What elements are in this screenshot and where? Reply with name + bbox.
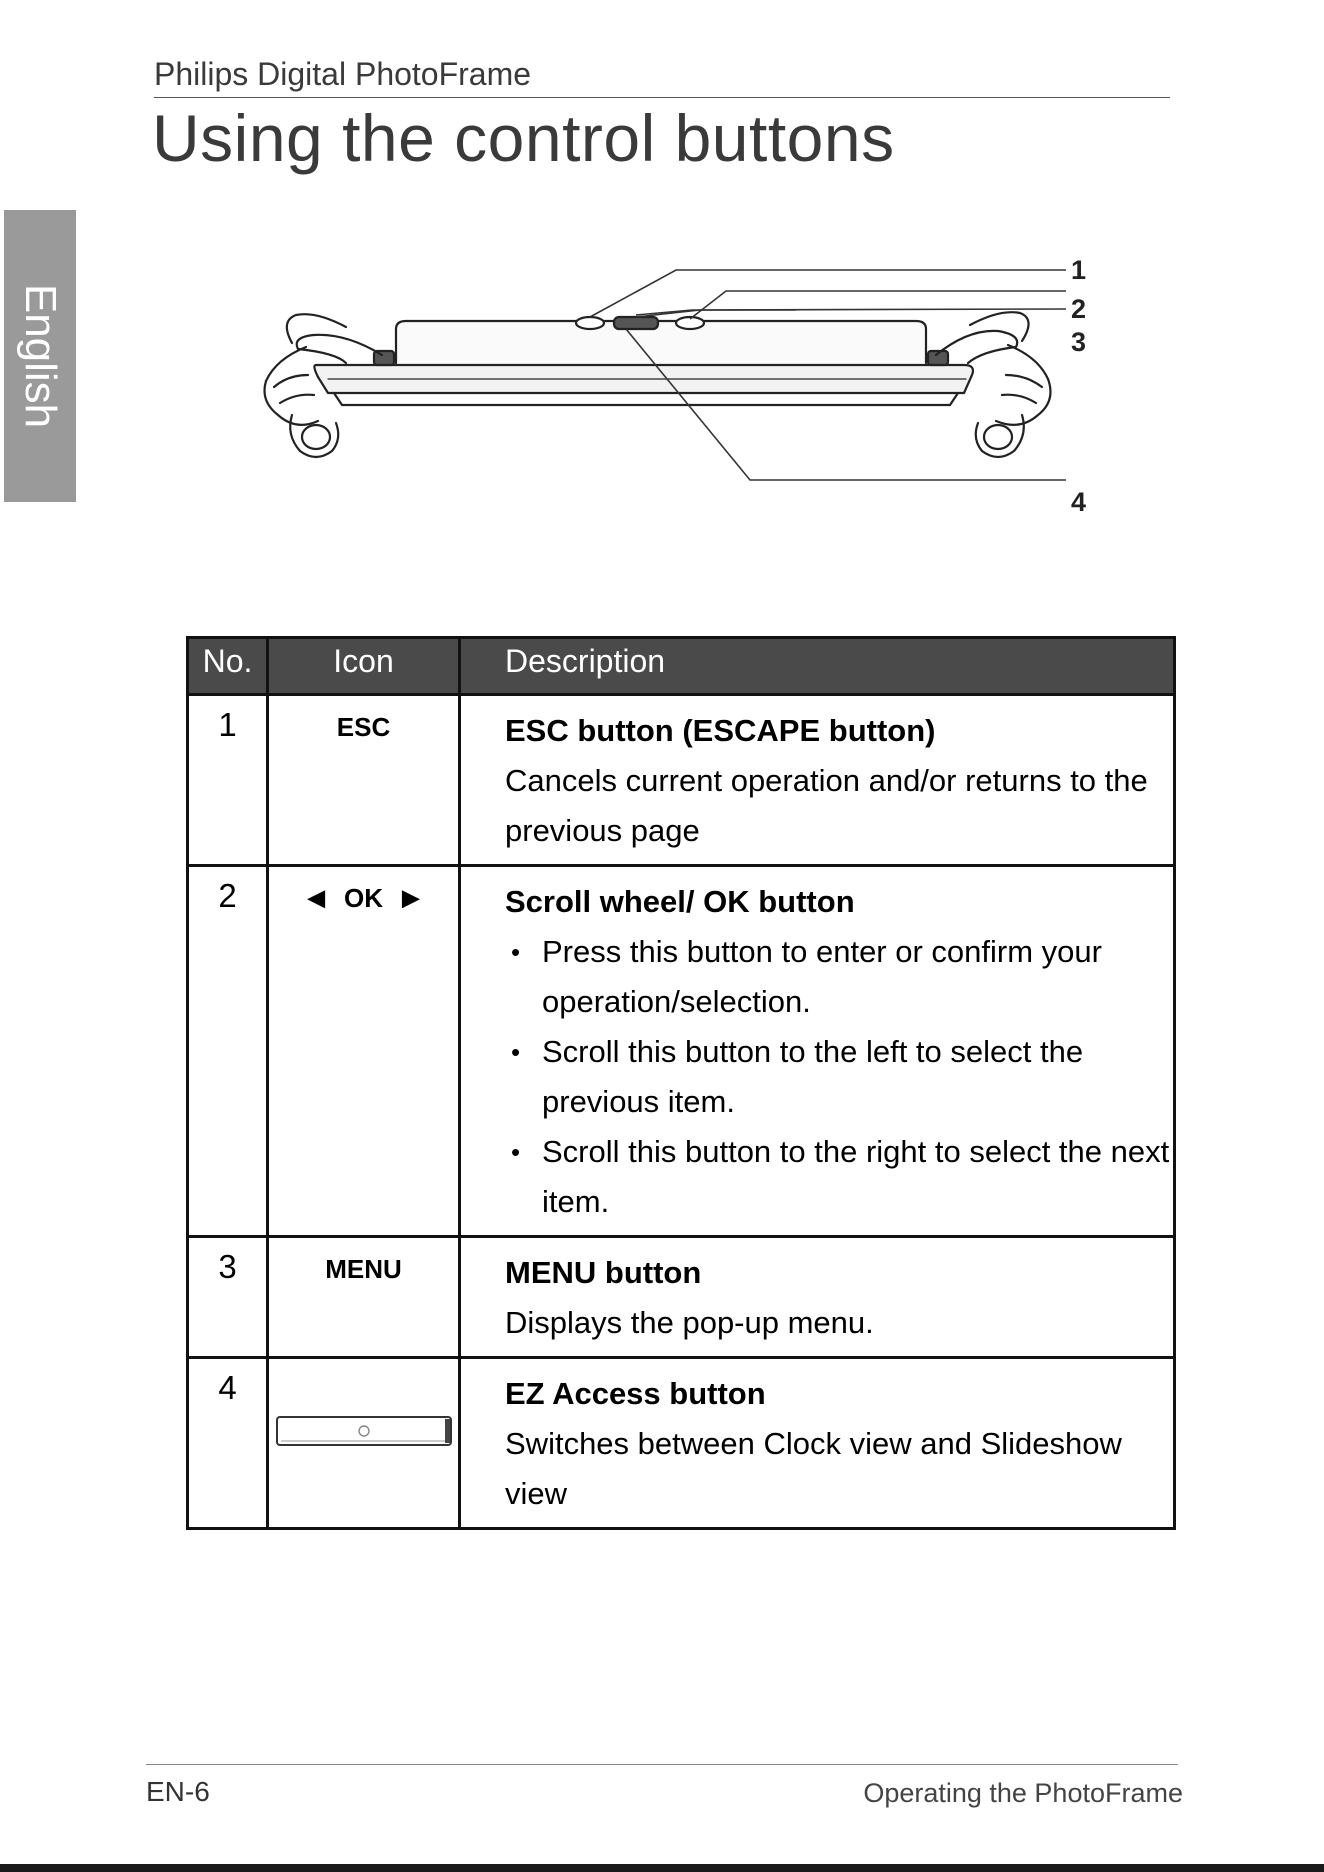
page-title: Using the control buttons [152, 101, 895, 175]
bullet-item: • Scroll this button to the left to select the previous item. [505, 1027, 1173, 1127]
row-number: 2 [188, 866, 268, 1237]
row-title: ESC button (ESCAPE button) [505, 713, 936, 748]
row-title: EZ Access button [505, 1376, 766, 1411]
photoframe-illustration [196, 225, 1096, 535]
right-arrow-icon: ▶ [402, 885, 420, 910]
callout-1: 1 [1071, 255, 1087, 285]
document-header-title: Philips Digital PhotoFrame [154, 56, 532, 92]
bullet-item: • Scroll this button to the right to select the next item. [505, 1127, 1173, 1227]
header-no: No. [188, 638, 268, 695]
left-arrow-icon: ◀ [307, 885, 325, 910]
language-side-tab [4, 210, 76, 502]
table-header-row [188, 638, 1175, 695]
callout-2: 2 [1071, 294, 1087, 324]
table-row [188, 1358, 1175, 1529]
row-title: MENU button [505, 1255, 702, 1290]
header-icon: Icon [268, 638, 460, 695]
row-description: Cancels current operation and/or returns to the previous page [505, 763, 1148, 848]
bottom-edge-bar [0, 1864, 1324, 1872]
row-number: 1 [188, 695, 268, 866]
control-buttons-table [186, 636, 1176, 1530]
language-tab-label: English [16, 283, 65, 429]
ez-access-button-icon [275, 1415, 453, 1447]
header-divider [154, 97, 1170, 98]
menu-icon-label: MENU [325, 1254, 402, 1284]
page-number: EN-6 [146, 1776, 210, 1807]
callout-3: 3 [1071, 327, 1087, 357]
ok-icon-label: OK [344, 883, 383, 913]
footer-section-title: Operating the PhotoFrame [863, 1778, 1183, 1808]
row-description: Displays the pop-up menu. [505, 1305, 874, 1340]
table-row [188, 695, 1175, 866]
header-description: Description [460, 638, 1175, 695]
table-row [188, 1237, 1175, 1358]
callout-4: 4 [1071, 487, 1087, 517]
esc-icon-label: ESC [336, 712, 391, 742]
row-bullet-list [505, 927, 1173, 1227]
row-number: 4 [188, 1358, 268, 1529]
bullet-item: • Press this button to enter or confirm your operation/selection. [505, 927, 1173, 1027]
row-description: Switches between Clock view and Slideshow view [505, 1426, 1122, 1511]
row-number: 3 [188, 1237, 268, 1358]
footer-divider [146, 1764, 1178, 1765]
row-title: Scroll wheel/ OK button [505, 884, 855, 919]
table-row [188, 866, 1175, 1237]
